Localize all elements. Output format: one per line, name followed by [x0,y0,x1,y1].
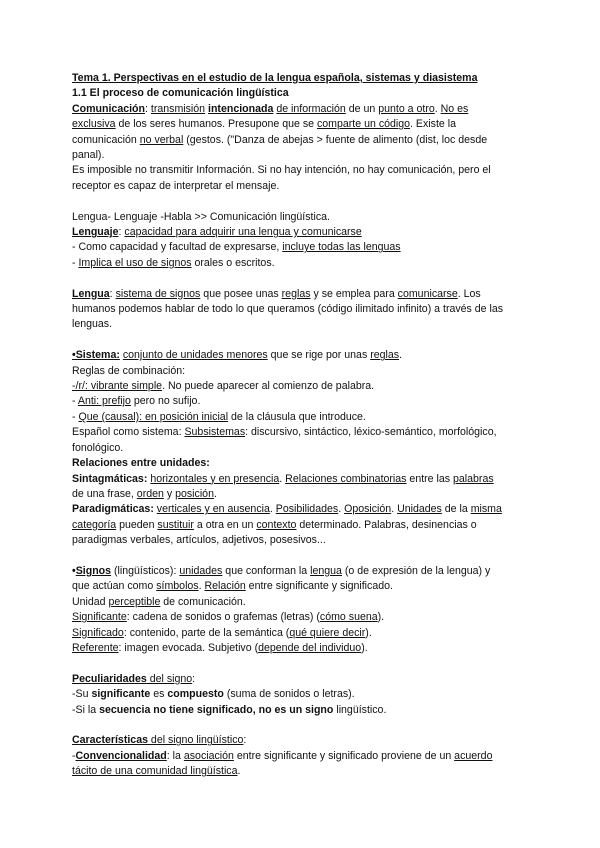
text-run: orales o escritos. [191,256,275,269]
text-run: comunicación [72,133,140,146]
text-run: (gestos. ("Danza de abejas > fuente de alimento (dist, loc desde [183,133,488,146]
text-run: • [72,564,76,577]
text-run: : [145,102,151,115]
text-line [72,595,532,610]
text-run: tácito de una comunidad lingüística [72,765,238,778]
text-run: posición [175,487,214,500]
text-line [72,472,532,487]
text-run: Signos [75,564,112,577]
text-run: receptor es capaz de interpretar el mensaje. [72,179,280,192]
text-line [72,626,532,641]
text-run: . [237,765,241,778]
text-run: Anti: prefijo [77,395,131,408]
text-run: . [399,349,403,362]
text-run: que se rige por unas [267,349,371,362]
text-run: de los seres humanos. Presupone que se [115,118,317,131]
text-run: No es [440,102,469,115]
text-run: conjunto de unidades menores [122,349,268,362]
text-line [72,179,532,194]
text-run: de comunicación. [160,595,246,608]
text-run: contexto [256,518,297,531]
text-line [72,579,532,594]
text-run: sistema de signos [115,287,201,300]
text-run: comunicarse [397,287,458,300]
text-run: qué quiere decir [289,626,366,639]
text-run: es [150,688,168,701]
text-run: no verbal [139,133,184,146]
text-line [72,210,532,225]
text-run: Lengua- Lenguaje -Habla >> Comunicación lingüística. [72,210,330,223]
text-line [72,518,532,533]
text-run: - [72,410,79,423]
text-run: . [391,503,398,516]
text-run: . [338,503,345,516]
text-run: verticales y en ausencia [156,503,270,516]
text-run: : [118,226,125,239]
text-line [72,703,532,718]
text-run: . No puede aparecer al comienzo de palabra. [162,380,375,393]
text-line [72,425,532,440]
text-line [72,533,532,548]
text-run: Español como sistema: [72,426,185,439]
text-run: cómo suena [319,611,378,624]
text-run: : [109,287,116,300]
text-run: (suma de sonidos o letras). [223,688,355,701]
text-run: : imagen evocada. Subjetivo ( [118,641,259,654]
text-run: : la [166,749,184,762]
text-run: (o de expresión de la lengua) y [341,564,491,577]
text-line [72,733,532,748]
text-run: de un [345,102,379,115]
text-run: que posee unas [200,287,282,300]
text-run: Referente [72,641,119,654]
text-run: . [198,580,205,593]
text-run: compuesto [167,688,224,701]
text-run: Es imposible no transmitir Información. Si no hay intención, no hay comunicación, pero el [72,164,491,177]
text-line [72,133,532,148]
text-run: orden [136,487,164,500]
text-line [72,317,532,332]
text-run: Lengua [72,287,110,300]
text-run: misma [470,503,502,516]
text-run: - [72,749,76,762]
text-run: . [213,487,217,500]
text-run: - [72,395,78,408]
text-run: : contenido, parte de la semántica ( [123,626,290,639]
text-line [72,287,532,302]
text-run: depende del individuo [258,641,362,654]
text-line [72,502,532,517]
text-run: Convencionalidad [75,749,167,762]
text-run: . [269,503,276,516]
document-title [72,71,532,86]
text-run: categoría [72,518,117,531]
text-run: Reglas de combinación: [72,364,186,377]
text-run: -Si la [72,703,100,716]
blank-line [72,549,532,564]
text-run: humanos podemos hablar de todo lo que queramos (código ilimitado infinito) a través de las [72,303,504,316]
text-run: pero no sufijo. [130,395,201,408]
text-run: Tema 1. Perspectivas en el estudio de la lengua española, sistemas y diasistema [72,72,478,84]
text-line [72,163,532,178]
text-line [72,441,532,456]
text-run: del signo lingüístico [147,734,244,747]
text-run: comparte un código [316,118,411,131]
text-run: símbolos [156,580,199,593]
text-run: intencionada [208,102,274,115]
text-line [72,148,532,163]
text-run: Que (causal): en posición inicial [78,410,229,423]
text-line [72,410,532,425]
text-run: : cadena de sonidos o grafemas (letras) ( [126,611,320,624]
text-line [72,749,532,764]
text-run: Subsistemas [184,426,246,439]
blank-line [72,718,532,733]
text-run: Unidad [72,595,109,608]
text-run: transmisión [150,102,206,115]
text-run: a otra en un [193,518,257,531]
text-run: Lenguaje [72,226,119,239]
text-run: Unidades [397,503,442,516]
text-run: unidades [179,564,223,577]
text-run: . Los [457,287,481,300]
text-run: -/r/: vibrante simple [72,380,163,393]
text-run: : [243,734,247,747]
text-run: Oposición [344,503,392,516]
text-line [72,456,532,471]
text-run: de la cláusula que introduce. [228,410,366,423]
text-run: . [434,102,441,115]
text-run: horizontales y en presencia [150,472,280,485]
text-run: sustituir [157,518,194,531]
text-line [72,764,532,779]
text-run: Características [72,734,148,747]
text-run: Relación [204,580,246,593]
text-run: Significado [72,626,124,639]
text-run: Paradigmáticas: [72,503,154,516]
text-run: Comunicación [72,102,145,115]
text-run: secuencia no tiene significado, no es un signo [99,703,334,716]
text-run: Posibilidades [275,503,339,516]
text-run: incluye todas las lenguas [282,241,401,254]
text-run: determinado. Palabras, desinencias o [296,518,477,531]
text-run: entre significante y significado. [245,580,393,593]
text-run: perceptible [108,595,161,608]
text-run: entre significante y significado proviene de un [233,749,455,762]
text-run: 1.1 El proceso de comunicación lingüística [72,87,289,100]
text-line [72,364,532,379]
text-run: punto a otro [378,102,435,115]
text-run: palabras [453,472,494,485]
text-run: ). [361,641,368,654]
text-line [72,394,532,409]
text-run: pueden [116,518,158,531]
text-run: Relaciones entre unidades: [72,457,210,470]
text-run: : [192,672,196,685]
text-run: ). [377,611,385,624]
text-run: reglas [281,287,311,300]
text-run: que actúan como [72,580,157,593]
text-line [72,672,532,687]
section-heading [72,86,532,101]
text-run: Sintagmáticas: [72,472,148,485]
text-line [72,256,532,271]
text-run: de una frase, [72,487,137,500]
text-line [72,379,532,394]
text-run: Implica el uso de signos [78,256,192,269]
text-run: lenguas. [72,318,113,331]
text-run: significante [91,688,151,701]
text-run: capacidad para adquirir una lengua y comunicarse [124,226,362,239]
text-run: del signo [146,672,193,685]
text-run: asociación [183,749,234,762]
text-line [72,117,532,132]
text-line [72,487,532,502]
text-run: lengua [310,564,342,577]
text-run: de información [276,102,346,115]
text-line [72,302,532,317]
text-run: . [279,472,286,485]
text-line [72,641,532,656]
text-run: -Su [72,688,92,701]
document-page [72,71,532,780]
text-run: •Sistema: [72,349,120,362]
text-line [72,240,532,255]
text-line [72,225,532,240]
text-run: panal). [72,149,105,162]
text-run: lingüístico. [333,703,387,716]
text-run: acuerdo [454,749,493,762]
blank-line [72,656,532,671]
text-run: y se emplea para [310,287,398,300]
text-run: que conforman la [222,564,311,577]
text-run: Relaciones combinatorias [285,472,407,485]
text-run: paradigmas verbales, artículos, adjetivos, posesivos... [72,534,326,547]
text-line [72,610,532,625]
text-run: Peculiaridades [72,672,147,685]
text-run: ). [365,626,372,639]
text-line [72,102,532,117]
text-run: . Existe la [410,118,456,131]
text-run: y [163,487,176,500]
text-run: : discursivo, sintáctico, léxico-semántico, morfológico, [245,426,497,439]
text-run: reglas [370,349,400,362]
blank-line [72,194,532,209]
text-run: entre las [406,472,454,485]
text-line [72,687,532,702]
blank-line [72,271,532,286]
text-run: (lingüísticos): [111,564,180,577]
text-run: - [72,256,79,269]
text-run: fonológico. [72,441,124,454]
text-line [72,564,532,579]
text-run: de la [441,503,471,516]
text-run: Significante [72,611,127,624]
text-line [72,348,532,363]
text-run: - Como capacidad y facultad de expresarse, [72,241,283,254]
text-run: exclusiva [72,118,116,131]
blank-line [72,333,532,348]
